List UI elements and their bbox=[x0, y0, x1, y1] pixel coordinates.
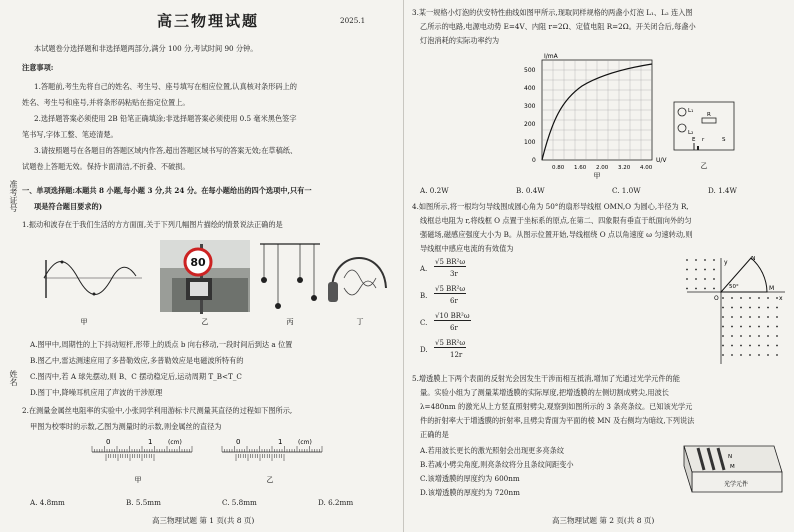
notice-title: 注意事项: bbox=[22, 63, 54, 72]
circuit-l2: L₂ bbox=[688, 130, 694, 136]
field-dot bbox=[767, 326, 769, 328]
q5-option-b: B.若减小劈尖角度,则亮条纹将分且条纹间距变小 bbox=[420, 460, 574, 469]
iv-ytick-200: 200 bbox=[524, 121, 536, 128]
circuit-l1: L₁ bbox=[688, 108, 694, 114]
fig-label-jia: 甲 bbox=[80, 318, 88, 326]
question-5-stem-d: 件的折射率大于增透膜的折射率,且劈尖背面为平面的棱 MN 及右侧均为暗纹,下列说法 bbox=[420, 416, 695, 425]
field-dot bbox=[713, 288, 715, 290]
q3-option-d: D. 1.4W bbox=[708, 186, 737, 195]
field-dot bbox=[722, 345, 724, 347]
field-dot bbox=[695, 259, 697, 261]
q4-angle: 50° bbox=[729, 284, 739, 290]
notice-2a: 2.选择题答案必须使用 2B 铅笔正确填涂;非选择题答案必须使用 0.5 毫米黑色签字 bbox=[34, 114, 297, 123]
field-dot bbox=[686, 278, 688, 280]
question-4-stem-b: 线框总电阻为 r,将线框 O 点置于坐标系的原点,在第二、四象限有垂直于纸面向外的匀 bbox=[420, 216, 692, 225]
fig-ding-headphones bbox=[328, 258, 386, 302]
q2-caliper-figures bbox=[22, 436, 396, 486]
notice-3a: 3.请按照题号在各题目的答题区域内作答,超出答题区域书写的答案无效;在草稿纸、 bbox=[34, 146, 298, 155]
q4-n: N bbox=[751, 256, 756, 262]
circuit-internal-r: r bbox=[702, 137, 705, 143]
question-1-stem: 1.振动和波存在于我们生活的方方面面,关于下列几幅图片描绘的情景说法正确的是 bbox=[22, 220, 283, 229]
question-4-stem-d: 导线框中感应电流的有效值为 bbox=[420, 244, 514, 253]
field-dot bbox=[767, 316, 769, 318]
field-dot bbox=[686, 259, 688, 261]
q4-figure bbox=[677, 256, 787, 366]
question-2-stem-a: 2.在测量金属丝电阻率的实验中,小张同学利用游标卡尺测量其直径的过程如下图所示, bbox=[22, 406, 293, 415]
field-dot bbox=[776, 297, 778, 299]
field-dot bbox=[722, 297, 724, 299]
iv-ytick-500: 500 bbox=[524, 67, 536, 74]
fig-jia-wave bbox=[44, 260, 142, 298]
intro: 本试题卷分选择题和非选择题两部分,满分 100 分,考试时间 90 分钟。 bbox=[34, 44, 258, 53]
field-dot bbox=[749, 307, 751, 309]
q1-option-d: D.图丁中,降噪耳机应用了声波的干涉原理 bbox=[30, 388, 163, 397]
iv-fig-label: 甲 bbox=[593, 172, 601, 180]
field-dot bbox=[704, 288, 706, 290]
field-dot bbox=[722, 307, 724, 309]
q5-m: M bbox=[730, 464, 735, 470]
q4-option-letter: A. bbox=[420, 265, 428, 273]
iv-ytick-400: 400 bbox=[524, 85, 536, 92]
q5-option-d: D.该增透膜的厚度约为 720nm bbox=[420, 488, 520, 497]
circuit-e: E bbox=[692, 137, 696, 143]
iv-ytick-100: 100 bbox=[524, 139, 536, 146]
notice-1a: 1.答题前,考生先将自己的姓名、考生号、座号填写在相应位置,认真核对条形码上的 bbox=[34, 82, 297, 91]
field-dot bbox=[731, 335, 733, 337]
field-dot bbox=[686, 269, 688, 271]
field-dot bbox=[749, 326, 751, 328]
field-dot bbox=[776, 335, 778, 337]
field-dot bbox=[695, 269, 697, 271]
notice-3b: 试题卷上答题无效。保持卡面清洁,不折叠、不破损。 bbox=[22, 162, 190, 171]
question-4-stem-a: 4.如图所示,将一根均匀导线围成圆心角为 50°的扇形导线框 OMN,O 为圆心,半径为 R, bbox=[412, 202, 689, 211]
q2-option-b: B. 5.5mm bbox=[126, 498, 161, 507]
field-dot bbox=[776, 345, 778, 347]
field-dot bbox=[758, 354, 760, 356]
exam-title: 高三物理试题 bbox=[157, 12, 260, 30]
iv-ytick-0: 0 bbox=[532, 157, 536, 164]
circuit-fig-label: 乙 bbox=[700, 162, 708, 170]
q5-n: N bbox=[728, 454, 733, 460]
field-dot bbox=[767, 297, 769, 299]
field-dot bbox=[722, 326, 724, 328]
q4-option-denominator: 12r bbox=[450, 351, 463, 359]
iv-xtick-5: 4.00 bbox=[640, 165, 653, 171]
fig-bing-pendulums bbox=[260, 244, 320, 309]
iv-xtick-1: 0.80 bbox=[552, 165, 565, 171]
field-dot bbox=[749, 316, 751, 318]
q1-option-b: B.图乙中,雷达测速应用了多普勒效应,多普勒效应是电磁波所特有的 bbox=[30, 356, 244, 365]
field-dot bbox=[776, 326, 778, 328]
field-dot bbox=[767, 345, 769, 347]
q1-option-a: A.图甲中,周期性的上下抖动短杆,形带上的质点 b 向右移动,一段时间后到达 a 位置 bbox=[30, 340, 293, 349]
field-dot bbox=[740, 326, 742, 328]
q4-option-letter: B. bbox=[420, 292, 428, 300]
caliper-jia-1: 1 bbox=[148, 438, 153, 446]
field-dot bbox=[713, 278, 715, 280]
q4-option-numerator: √5 BR²ω bbox=[435, 285, 466, 293]
q4-m: M bbox=[769, 285, 775, 292]
field-dot bbox=[686, 288, 688, 290]
question-5-stem-a: 5.增透膜上下两个表面的反射光会因发生干涉而相互抵消,增加了光通过光学元件的能 bbox=[412, 374, 680, 383]
field-dot bbox=[740, 345, 742, 347]
question-5-stem-c: λ=480nm 的激光从上方竖直照射劈尖,观察到如图所示的 3 条亮条纹。已知该光学元 bbox=[420, 402, 693, 411]
caliper-jia-0: 0 bbox=[106, 438, 111, 446]
section-1-heading-b: 项是符合题目要求的) bbox=[34, 202, 103, 211]
caliper-yi-label: 乙 bbox=[266, 476, 274, 484]
caliper-jia bbox=[92, 438, 192, 484]
iv-graph bbox=[524, 53, 667, 180]
caliper-yi-0: 0 bbox=[236, 438, 241, 446]
q5-option-c: C.该增透膜的厚度约为 600nm bbox=[420, 474, 520, 483]
circuit-diagram bbox=[674, 102, 734, 170]
field-dot bbox=[731, 354, 733, 356]
fig-label-ding: 丁 bbox=[356, 318, 364, 326]
fig-yi-radar-photo bbox=[160, 240, 250, 314]
field-dot bbox=[776, 316, 778, 318]
field-dot bbox=[740, 316, 742, 318]
circuit-switch: S bbox=[722, 137, 726, 143]
question-5-stem-b: 量。实验小组为了测量某增透膜的实际厚度,把增透膜的左侧切割成劈尖,用波长 bbox=[420, 388, 669, 397]
q4-y: y bbox=[724, 259, 728, 266]
caliper-yi-unit: (cm) bbox=[298, 439, 312, 446]
caliper-jia-unit: (cm) bbox=[168, 439, 182, 446]
field-dot bbox=[740, 297, 742, 299]
question-3-stem-a: 3.某一规格小灯泡的伏安特性曲线如图甲所示,现取同样规格的两盏小灯泡 L₁、L₂ 连入图 bbox=[412, 8, 693, 17]
q4-option-numerator: √5 BR²ω bbox=[435, 339, 466, 347]
field-dot bbox=[758, 307, 760, 309]
question-2-stem-b: 甲图为校零时的示数,乙图为测量时的示数,则金属丝的直径为 bbox=[30, 422, 222, 431]
notice-2b: 笔书写,字体工整、笔迹清楚。 bbox=[22, 130, 118, 139]
field-dot bbox=[758, 316, 760, 318]
q4-option-denominator: 6r bbox=[450, 324, 458, 332]
page-1-footer: 高三物理试题 第 1 页(共 8 页) bbox=[152, 516, 255, 525]
field-dot bbox=[740, 307, 742, 309]
name-label: 姓名 bbox=[9, 370, 18, 386]
field-dot bbox=[731, 345, 733, 347]
field-dot bbox=[704, 269, 706, 271]
field-dot bbox=[749, 345, 751, 347]
field-dot bbox=[767, 354, 769, 356]
iv-xtick-3: 2.00 bbox=[596, 165, 609, 171]
q3-option-a: A. 0.2W bbox=[420, 186, 449, 195]
field-dot bbox=[740, 354, 742, 356]
section-1-heading-a: 一、单项选择题:本题共 8 小题,每小题 3 分,共 24 分。在每小题给出的四个选项中,只有一 bbox=[22, 186, 312, 195]
fig-label-bing: 丙 bbox=[286, 318, 294, 326]
page-divider bbox=[403, 0, 404, 532]
q4-o: O bbox=[714, 295, 719, 302]
iv-xtick-4: 3.20 bbox=[618, 165, 631, 171]
iv-x-label: U/V bbox=[656, 157, 667, 164]
field-dot bbox=[731, 297, 733, 299]
field-dot bbox=[758, 297, 760, 299]
field-dot bbox=[704, 278, 706, 280]
field-dot bbox=[776, 307, 778, 309]
q2-option-c: C. 5.8mm bbox=[222, 498, 257, 507]
q2-option-a: A. 4.8mm bbox=[30, 498, 65, 507]
page-2 bbox=[412, 0, 790, 532]
field-dot bbox=[695, 278, 697, 280]
q4-options bbox=[420, 258, 580, 368]
question-4-stem-c: 强磁场,磁感应强度大小为 B。从图示位置开始,导线框绕 O 点以角速度 ω 匀速转动,则 bbox=[420, 230, 693, 239]
q4-x: x bbox=[779, 295, 783, 302]
field-dot bbox=[767, 307, 769, 309]
page-2-footer: 高三物理试题 第 2 页(共 8 页) bbox=[552, 516, 655, 525]
field-dot bbox=[749, 335, 751, 337]
q1-figures bbox=[22, 238, 396, 328]
q4-option-letter: D. bbox=[420, 346, 428, 354]
speed-sign-text: 80 bbox=[190, 256, 206, 269]
iv-ytick-300: 300 bbox=[524, 103, 536, 110]
q4-option-denominator: 6r bbox=[450, 297, 458, 305]
exam-number-label: 准考证号 bbox=[9, 180, 18, 212]
field-dot bbox=[722, 335, 724, 337]
field-dot bbox=[767, 335, 769, 337]
q2-option-d: D. 6.2mm bbox=[318, 498, 354, 507]
q3-option-c: C. 1.0W bbox=[612, 186, 641, 195]
caliper-jia-label: 甲 bbox=[134, 476, 142, 484]
q5-element-label: 光学元件 bbox=[723, 481, 749, 488]
question-3-stem-b: 乙所示的电路,电源电动势 E=4V、内阻 r=2Ω、定值电阻 R=2Ω。开关闭合后,每盏小 bbox=[420, 22, 696, 31]
field-dot bbox=[695, 288, 697, 290]
q4-option-denominator: 3r bbox=[450, 270, 458, 278]
fig-label-yi: 乙 bbox=[201, 318, 209, 326]
page-1 bbox=[22, 0, 396, 532]
field-dot bbox=[704, 259, 706, 261]
field-dot bbox=[740, 335, 742, 337]
question-5-stem-e: 正确的是 bbox=[420, 430, 449, 439]
field-dot bbox=[749, 354, 751, 356]
field-dot bbox=[722, 316, 724, 318]
field-dot bbox=[776, 354, 778, 356]
question-3-stem-c: 灯泡消耗的实际功率约为 bbox=[420, 36, 500, 45]
circuit-r: R bbox=[707, 112, 711, 118]
q4-option-numerator: √10 BR²ω bbox=[435, 312, 470, 320]
field-dot bbox=[758, 326, 760, 328]
caliper-yi-1: 1 bbox=[278, 438, 283, 446]
exam-date: 2025.1 bbox=[340, 16, 366, 25]
caliper-yi bbox=[222, 438, 322, 484]
iv-y-label: I/mA bbox=[544, 53, 558, 60]
q5-figure bbox=[664, 438, 784, 498]
q4-option-letter: C. bbox=[420, 319, 428, 327]
notice-1b: 姓名、考生号和座号,并将条形码粘贴在指定位置上。 bbox=[22, 98, 190, 107]
q4-option-numerator: √5 BR²ω bbox=[435, 258, 466, 266]
q3-option-b: B. 0.4W bbox=[516, 186, 545, 195]
field-dot bbox=[731, 316, 733, 318]
field-dot bbox=[713, 269, 715, 271]
q3-figures bbox=[412, 50, 790, 180]
field-dot bbox=[722, 354, 724, 356]
field-dot bbox=[731, 326, 733, 328]
q1-option-c: C.图丙中,若 A 球先摆动,则 B、C 摆动稳定后,运动周期 T_B<T_C bbox=[30, 372, 242, 381]
iv-xtick-2: 1.60 bbox=[574, 165, 587, 171]
field-dot bbox=[758, 345, 760, 347]
field-dot bbox=[731, 307, 733, 309]
field-dot bbox=[713, 259, 715, 261]
field-dot bbox=[758, 335, 760, 337]
field-dot bbox=[749, 297, 751, 299]
q5-option-a: A.若用波长更长的激光照射会出现更多亮条纹 bbox=[420, 446, 565, 455]
